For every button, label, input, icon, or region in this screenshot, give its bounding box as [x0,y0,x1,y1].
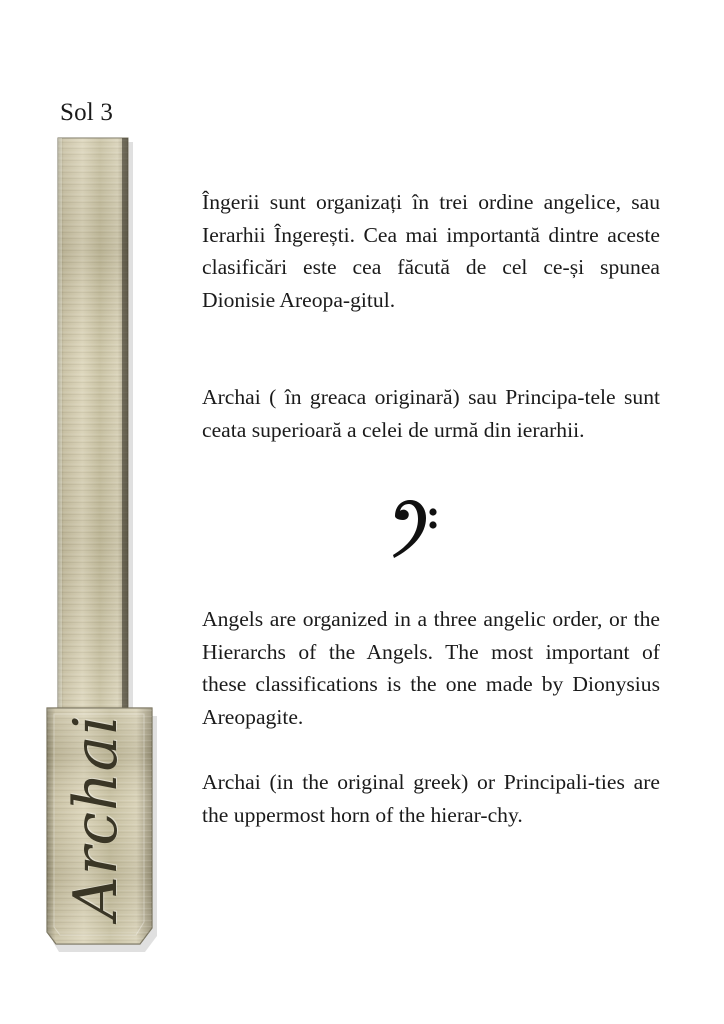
page-label: Sol 3 [60,99,114,126]
ro-text-1: Îngerii sunt organizați în trei ordine angelice, sau Ierarhii Îngerești. Cea mai importantă dintre aceste clasificări este cea făcută de cel ce-și spunea Dionisie Areopa-gitul. [202,190,660,312]
en-text-2: Archai (in the original greek) or Principali-ties are the uppermost horn of the hierar-chy. [202,770,660,827]
en-text-1: Angels are organized in a three angelic order, or the Hierarchs of the Angels. The most important of these classifications is the one made by Dionysius Areopagite. [202,607,660,729]
ro-text-2: Archai ( în greaca originară) sau Principa-tele sunt ceata superioară a celei de urmă din ierarhii. [202,385,660,442]
english-paragraph-2 [202,766,660,831]
english-paragraph-1 [202,603,660,733]
archai-engraved-logo: Archai [61,714,131,920]
bass-clef-icon [389,498,439,560]
romanian-paragraph-1 [202,186,660,316]
romanian-paragraph-2 [202,381,660,446]
